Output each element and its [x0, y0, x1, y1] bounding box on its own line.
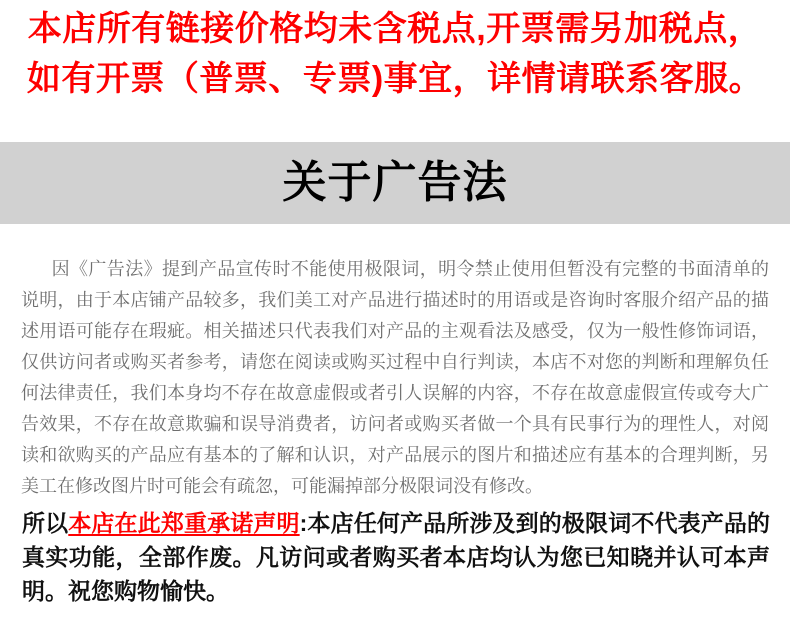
disclaimer-section [0, 254, 790, 502]
declaration-prefix: 所以 [22, 510, 69, 536]
disclaimer-paragraph: 因《广告法》提到产品宣传时不能使用极限词，明令禁止使用但暂没有完整的书面清单的说明，由于本店铺产品较多，我们美工对产品进行描述时的用语或是咨询时客服介绍产品的描述用语可能存在瑕疵。相关描述只代表我们对产品的主观看法及感受，仅为一般性修饰词语，仅供访问者或购买者参考，请您在阅读或购买过程中自行判读，本店不对您的判断和理解负任何法律责任，我们本身均不存在故意虚假或者引人误解的内容，不存在故意虚假宣传或夸大广告效果，不存在故意欺骗和误导消费者，访问者或购买者做一个具有民事行为的理性人，对阅读和欲购买的产品应有基本的了解和认识，对产品展示的图片和描述应有基本的合理判断，另美工在修改图片时可能会有疏忽，可能漏掉部分极限词没有修改。 [21, 259, 769, 496]
declaration-body: :本店任何产品所涉及到的极限词不代表产品的真实功能，全部作废。凡访问或者购买者本店均认为您已知晓并认可本声明。祝您购物愉快。 [22, 510, 771, 604]
declaration-highlight: 本店在此郑重承诺声明 [68, 510, 300, 536]
tax-notice-line-2: 如有开票（普票、专票)事宜，详情请联系客服。 [26, 60, 764, 98]
tax-invoice-notice [0, 0, 790, 104]
section-title: 关于广告法 [282, 158, 508, 207]
declaration-section [0, 506, 790, 608]
advertising-law-banner [0, 142, 790, 224]
tax-notice-line-1: 本店所有链接价格均未含税点,开票需另加税点， [27, 10, 763, 48]
